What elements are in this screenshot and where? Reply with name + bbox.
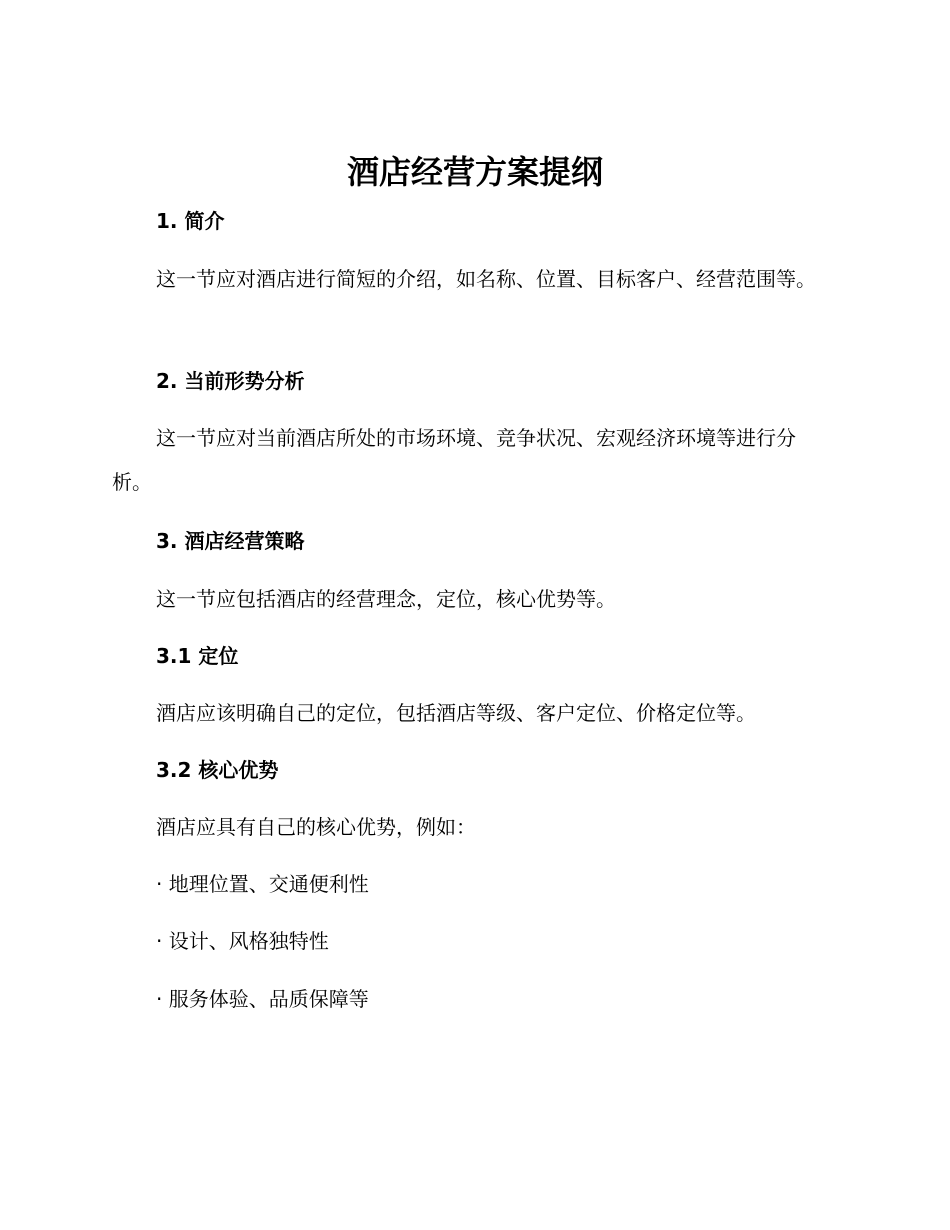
section-heading-core-advantage: 3.2 核心优势 xyxy=(156,758,279,782)
section-heading-intro: 1. 简介 xyxy=(156,209,225,233)
bullet-item: · 地理位置、交通便利性 xyxy=(156,872,369,896)
section-heading-strategy: 3. 酒店经营策略 xyxy=(156,529,305,553)
document-title: 酒店经营方案提纲 xyxy=(346,153,603,191)
section-text-positioning: 酒店应该明确自己的定位，包括酒店等级、客户定位、价格定位等。 xyxy=(156,701,756,725)
section-text-core-advantage: 酒店应具有自己的核心优势，例如： xyxy=(156,815,476,839)
section-text-situation: 这一节应对当前酒店所处的市场环境、竞争状况、宏观经济环境等进行分析。 xyxy=(112,426,796,494)
bullet-item: · 服务体验、品质保障等 xyxy=(156,987,369,1011)
section-heading-positioning: 3.1 定位 xyxy=(156,644,239,668)
section-heading-situation: 2. 当前形势分析 xyxy=(156,369,305,393)
section-text-strategy: 这一节应包括酒店的经营理念，定位，核心优势等。 xyxy=(156,587,616,611)
bullet-item: · 设计、风格独特性 xyxy=(156,929,329,953)
section-text-intro: 这一节应对酒店进行简短的介绍，如名称、位置、目标客户、经营范围等。 xyxy=(156,267,816,291)
